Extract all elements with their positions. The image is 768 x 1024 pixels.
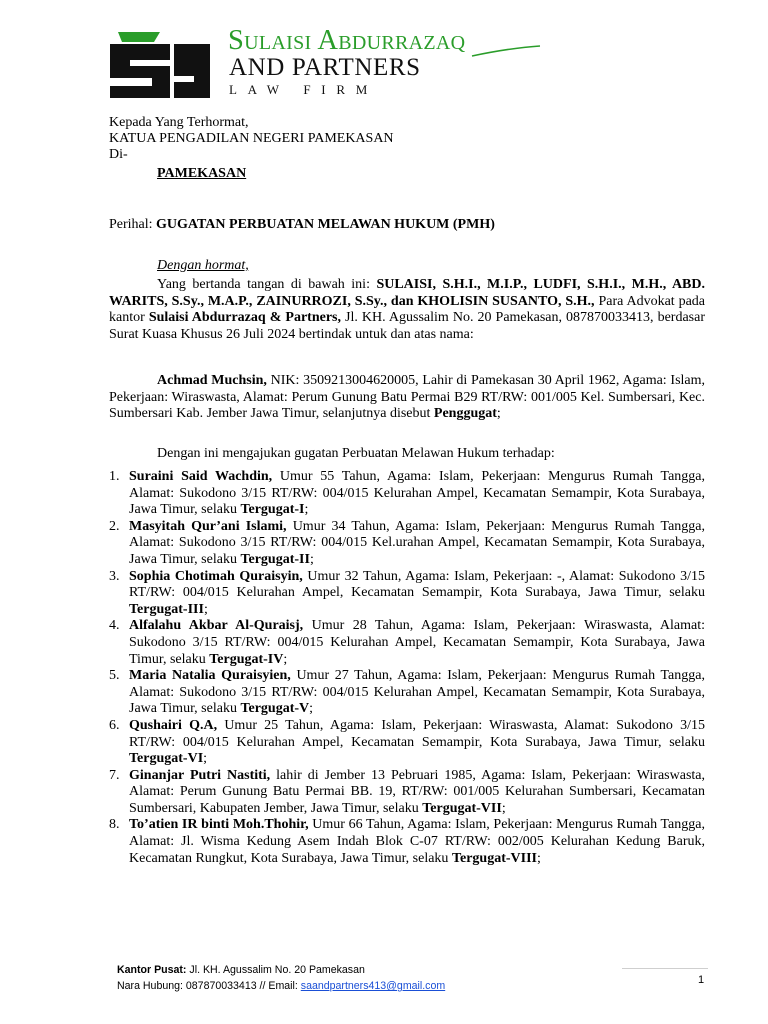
intro-p1-mid: Para Advokat pada kantor	[109, 293, 706, 326]
address-city: PAMEKASAN	[157, 166, 247, 181]
intro-p1-lead: Yang bertanda tangan di bawah ini:	[157, 277, 370, 292]
intro-paragraph-1	[109, 277, 705, 343]
logo-swoosh	[470, 44, 542, 58]
firm-name-line1: Sulaisi Abdurrazaq	[228, 25, 466, 56]
footer-contact: Nara Hubung: 087870033413 // Email: saandpartners413@gmail.com	[117, 980, 446, 992]
lawsuit-intro: Dengan ini mengajukan gugatan Perbuatan Melawan Hukum terhadap:	[157, 446, 555, 461]
greeting: Dengan hormat,	[157, 258, 249, 273]
page-footer	[117, 962, 445, 994]
plaintiff-details: NIK: 3509213004620005, Lahir di Pamekasan 30 April 1962, Agama: Islam, Pekerjaan: Wiraswasta, Alamat: Perum Gunung Batu Permai B29 RT/RW: 001/005 Kel. Sumbersari, Kec. Sumbersari Kab. Jember Jawa Timur, selanjutnya disebut	[109, 373, 706, 422]
address-salutation: Kepada Yang Terhormat,	[109, 115, 249, 130]
advocate-names: SULAISI, S.H.I., M.I.P., LUDFI, S.H.I., M.H., ABD. WARITS, S.Sy., M.A.P., ZAINURROZI, S.Sy., dan KHOLISIN SUSANTO, S.H.,	[109, 277, 705, 309]
list-item: 1. Suraini Said Wachdin, Umur 55 Tahun, Agama: Islam, Pekerjaan: Mengurus Rumah Tangga, Alamat: Sukodono 3/15 RT/RW: 004/015 Kelurahan Ampel, Kecamatan Semampir, Kota Surabaya, Jawa Timur, selaku Tergugat-I;	[109, 469, 706, 518]
list-item: 3. Sophia Chotimah Quraisyin, Umur 32 Tahun, Agama: Islam, Pekerjaan: -, Alamat: Sukodono 3/15 RT/RW: 004/015 Kelurahan Ampel, Kecamatan Semampir, Kota Surabaya, Jawa Timur, selaku Tergugat-III;	[109, 568, 706, 617]
defendants-list	[109, 469, 705, 867]
subject-line	[109, 217, 495, 233]
address-di: Di-	[109, 147, 128, 162]
recipient-address	[109, 115, 394, 182]
plaintiff-role: Penggugat	[433, 406, 497, 422]
list-item: 7. Ginanjar Putri Nastiti, lahir di Jember 13 Pebruari 1985, Agama: Islam, Pekerjaan: Wiraswasta, Alamat: Perum Gunung Batu Permai BB. 19, RT/RW: 001/005 Kelurahan Sumbersari, Kecamatan Sumbersari, Kabupaten Jember, Jawa Timur, selaku Tergugat-VII;	[109, 767, 705, 816]
list-item: 6. Qushairi Q.A, Umur 25 Tahun, Agama: Islam, Pekerjaan: Wiraswasta, Alamat: Sukodono 3/15 RT/RW: 004/015 Kelurahan Ampel, Kecamatan Semampir, Kota Surabaya, Jawa Timur, selaku Tergugat-VI;	[109, 717, 706, 767]
page-number: 1	[698, 974, 705, 986]
list-item: 8. To’atien IR binti Moh.Thohir, Umur 66 Tahun, Agama: Islam, Pekerjaan: Mengurus Rumah Tangga, Alamat: Jl. Wisma Kedung Asem Indah Blok C-07 RT/RW: 002/005 Kelurahan Kedung Baruk, Kecamatan Rungkut, Kota Surabaya, Jawa Timur, selaku Tergugat-VIII;	[109, 817, 705, 866]
subject-label: Perihal:	[109, 217, 153, 232]
subject-title: GUGATAN PERBUATAN MELAWAN HUKUM (PMH)	[156, 217, 495, 232]
address-recipient: KATUA PENGADILAN NEGERI PAMEKASAN	[109, 131, 394, 146]
email-link[interactable]: saandpartners413@gmail.com	[300, 980, 446, 992]
firm-logo	[108, 30, 212, 100]
intro-p1-tail: Jl. KH. Agussalim No. 20 Pamekasan, 087870033413, berdasar Surat Kuasa Khusus 26 Juli 2024 bertindak untuk dan atas nama:	[109, 310, 705, 342]
firm-name-line2: AND PARTNERS	[229, 54, 421, 81]
firm-name-inline: Sulaisi Abdurrazaq & Partners,	[148, 310, 341, 326]
plaintiff-name: Achmad Muchsin,	[157, 373, 267, 388]
plaintiff-paragraph: Achmad Muchsin, NIK: 3509213004620005, Lahir di Pamekasan 30 April 1962, Agama: Islam, Pekerjaan: Wiraswasta, Alamat: Perum Gunung Batu Permai B29 RT/RW: 001/005 Kel. Sumbersari, Kec. Sumbersari Kab. Jember Jawa Timur, selanjutnya disebut Penggugat;	[109, 373, 706, 422]
footer-divider	[622, 968, 708, 969]
list-item: 4. Alfalahu Akbar Al-Quraisj, Umur 28 Tahun, Agama: Islam, Pekerjaan: Wiraswasta, Alamat: Sukodono 3/15 RT/RW: 004/015 Kelurahan Ampel, Kecamatan Semampir, Kota Surabaya, Jawa Timur, selaku Tergugat-IV;	[109, 618, 705, 667]
footer-office: Kantor Pusat: Jl. KH. Agussalim No. 20 Pamekasan	[117, 964, 365, 976]
list-item: 5. Maria Natalia Quraisyien, Umur 27 Tahun, Agama: Islam, Pekerjaan: Mengurus Rumah Tangga, Alamat: Sukodono 3/15 RT/RW: 004/015 Kelurahan Ampel, Kecamatan Semampir, Kota Surabaya, Jawa Timur, selaku Tergugat-V;	[109, 668, 705, 717]
list-item: 2. Masyitah Qur’ani Islami, Umur 34 Tahun, Agama: Islam, Pekerjaan: Mengurus Rumah Tangga, Alamat: Sukodono 3/15 RT/RW: 004/015 Kel.urahan Ampel, Kecamatan Semampir, Kota Surabaya, Jawa Timur, selaku Tergugat-II;	[109, 518, 705, 567]
firm-name-line3: LAW FIRM	[229, 82, 378, 97]
